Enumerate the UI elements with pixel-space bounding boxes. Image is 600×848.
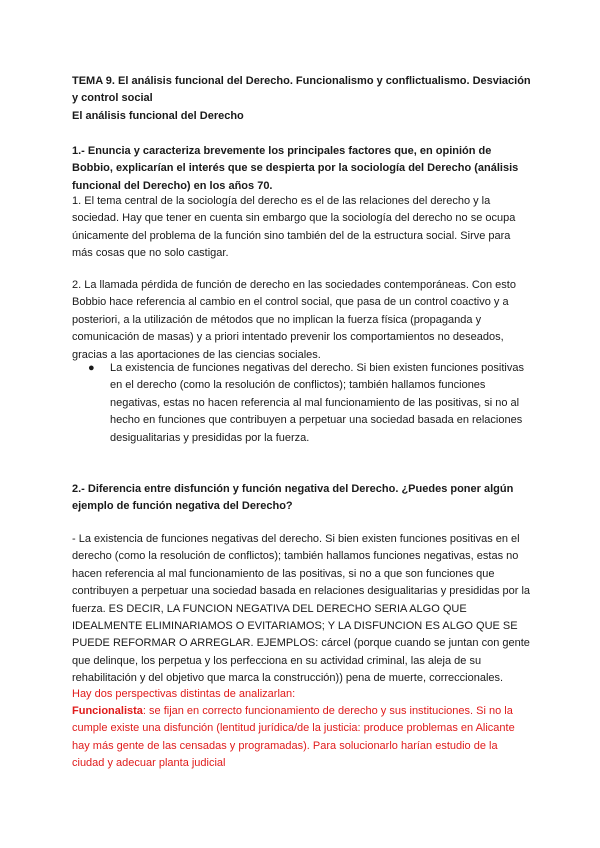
bullet-icon: ● — [88, 362, 95, 374]
bullet-text: La existencia de funciones negativas del derecho. Si bien existen funciones positivas en el derecho (como la resolución de conflictos); también hallamos funciones negativas, estas no hacen referencia al mal funcionamiento de las positivas, si no al hecho en funciones que contribuyen a perpetuar una sociedad basada en relaciones desigualitarias y presididas por la fuerza. — [110, 362, 524, 444]
answer-1-point-2: 2. La llamada pérdida de función de derecho en las sociedades contemporáneas. Con esto Bobbio hace referencia al cambio en el control social, que pasa de un control coactivo y a posteriori, a la utilización de métodos que no implican la fuerza física (propaganda y comunicación de masas) y a priori intentado prevenir los comportamientos no deseados, gracias a las aportaciones de las ciencias sociales. — [72, 279, 516, 361]
section-subtitle: El análisis funcional del Derecho — [72, 109, 244, 122]
funcionalista-paragraph — [72, 703, 532, 773]
question-2: 2.- Diferencia entre disfunción y función negativa del Derecho. ¿Puedes poner algún ejemplo de función negativa del Derecho? — [72, 483, 514, 513]
answer-1-point-1: 1. El tema central de la sociología del derecho es el de las relaciones del derecho y la sociedad. Hay que tener en cuenta sin embargo que la sociología del derecho no se ocupa únicamente del problema de la función sino también del de la estructura social. Sirve para más cosas que no solo castigar. — [72, 195, 516, 260]
document-heading — [72, 73, 532, 125]
answer-2-text: - La existencia de funciones negativas del derecho. Si bien existen funciones positivas en el derecho (como la resolución de conflictos); también hallamos funciones negativas, estas no hacen referencia al mal funcionamiento de las positivas, si no a que son funciones que contribuyen a perpetuar una sociedad basada en relaciones desigualitarias y presididas por la fuerza. ES DECIR, LA FUNCION NEGATIVA DEL DERECHO SERIA ALGO QUE IDEALMENTE ELIMINARIAMOS O EVITARIAMOS; Y LA DISFUNCION ES ALGO QUE SE PUEDE REFORMAR O ARREGLAR. EJEMPLOS: cárcel (porque cuando se juntan con gente que delinque, los perpetua y los perfecciona en su actividad criminal, las aleja de su rehabilitación y del objetivo que marca la construcción)) pena de muerte, correccionales. — [72, 533, 531, 685]
funcionalista-label: Funcionalista — [72, 705, 143, 717]
funcionalista-text: : se fijan en correcto funcionamiento de derecho y sus instituciones. Si no la cumple existe una disfunción (lentitud jurídica/de la justicia: produce problemas en Alicante hay más gente de las censadas y programadas). Para solucionarlo harían estudio de la ciudad y adecuar planta judicial — [72, 705, 515, 770]
question-1: 1.- Enuncia y caracteriza brevemente los principales factores que, en opinión de Bobbio, explicarían el interés que se despierta por la sociología del Derecho (análisis funcional del Derecho) en los años 70. — [72, 145, 519, 192]
topic-title: TEMA 9. El análisis funcional del Derecho. Funcionalismo y conflictualismo. Desviación y control social — [72, 75, 531, 105]
perspectives-intro: Hay dos perspectivas distintas de analizarlan: — [72, 688, 296, 700]
